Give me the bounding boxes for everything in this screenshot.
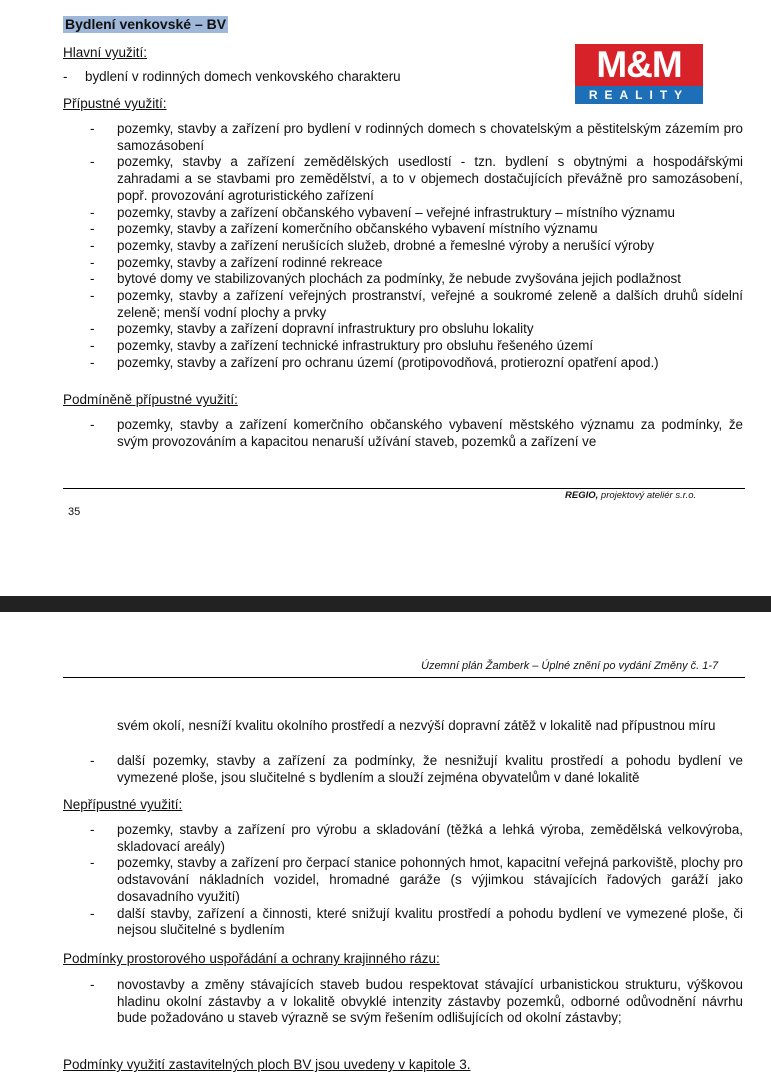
list-item: - další pozemky, stavby a zařízení za podmínky, že nesnižují kvalitu prostředí a pohodu bydlení ve vymezené ploše, jsou slučitelné s bydlením a slouží zejména obyvatelům v dané lokalitě <box>117 753 743 786</box>
list-item: - bydlení v rodinných domech venkovského charakteru <box>85 69 485 86</box>
pripustne-vyuziti-list <box>117 121 743 372</box>
list-item: - pozemky, stavby a zařízení rodinné rekreace <box>117 255 743 272</box>
podminene-continued-list <box>117 753 743 786</box>
page-separator <box>0 596 771 612</box>
podminene-vyuziti-list <box>117 417 743 450</box>
page-header: Územní plán Žamberk – Úplné znění po vydání Změny č. 1-7 <box>421 660 719 672</box>
header-rule <box>63 677 745 678</box>
section-heading: Bydlení venkovské – BV <box>65 16 227 32</box>
nepripustne-vyuziti-list <box>117 822 743 939</box>
mm-reality-logo <box>575 44 703 104</box>
footer-company <box>565 490 696 501</box>
list-item: - pozemky, stavby a zařízení komerčního občanského vybavení městského významu za podmínky, že svým provozováním a kapacitou nenaruší užívání staveb, pozemků a zařízení ve <box>117 417 743 450</box>
list-item: - další stavby, zařízení a činnosti, které snižují kvalitu prostředí a pohodu bydlení ve vymezené ploše, či nejsou slučitelné s bydlením <box>117 906 743 939</box>
page-number: 35 <box>68 506 81 518</box>
company-name: REGIO, <box>565 490 599 501</box>
logo-mark: M&M <box>575 44 703 86</box>
final-note: Podmínky využití zastavitelných ploch BV jsou uvedeny v kapitole 3. <box>63 1057 471 1072</box>
prostorove-podminky-label: Podmínky prostorového uspořádání a ochrany krajinného rázu: <box>63 951 440 966</box>
podminene-vyuziti-label: Podmíněně přípustné využití: <box>63 392 238 407</box>
logo-text: REALITY <box>575 86 703 104</box>
list-item: - pozemky, stavby a zařízení občanského vybavení – veřejné infrastruktury – místního významu <box>117 205 743 222</box>
list-item: - pozemky, stavby a zařízení nerušících služeb, drobné a řemeslné výroby a nerušící výroby <box>117 238 743 255</box>
continued-paragraph: svém okolí, nesníží kvalitu okolního prostředí a nezvýší dopravní zátěž v lokalitě nad přípustnou míru <box>117 718 716 733</box>
nepripustne-vyuziti-label: Nepřípustné využití: <box>63 797 183 812</box>
hlavni-vyuziti-label: Hlavní využití: <box>63 45 148 60</box>
prostorove-podminky-list <box>117 977 743 1027</box>
list-item: - pozemky, stavby a zařízení pro ochranu území (protipovodňová, protierozní opatření apod.) <box>117 355 743 372</box>
list-item: - pozemky, stavby a zařízení dopravní infrastruktury pro obsluhu lokality <box>117 321 743 338</box>
company-rest: projektový ateliér s.r.o. <box>598 490 697 501</box>
list-item: - pozemky, stavby a zařízení pro bydlení v rodinných domech s chovatelským a pěstitelským zázemím pro samozásobení <box>117 121 743 154</box>
list-item: - pozemky, stavby a zařízení komerčního občanského vybavení místního významu <box>117 221 743 238</box>
list-item: - pozemky, stavby a zařízení pro čerpací stanice pohonných hmot, kapacitní veřejná parkoviště, plochy pro odstavování nákladních vozidel, hromadné garáže (s výjimkou stávajících řadových garáží jako dosavadního využití) <box>117 855 743 905</box>
footer-rule <box>63 488 745 489</box>
list-item: - pozemky, stavby a zařízení zemědělských usedlostí - tzn. bydlení s obytnými a hospodářskými zahradami a se stavbami pro zemědělství, a to v objemech dostačujících převážně pro samozásobení, popř. provozování agroturistického zařízení <box>117 154 743 204</box>
hlavni-vyuziti-list <box>85 69 485 86</box>
list-item: - novostavby a změny stávajících staveb budou respektovat stávající urbanistickou strukturu, výškovou hladinu okolní zástavby a v lokalitě obvyklé intenzity zástavby pozemků, odborné odůvodnění návrhu bude požadováno u staveb výrazně se svým řešením odlišujících od okolní zástavby; <box>117 977 743 1027</box>
list-item: - pozemky, stavby a zařízení technické infrastruktury pro obsluhu řešeného území <box>117 338 743 355</box>
pripustne-vyuziti-label: Přípustné využití: <box>63 96 167 111</box>
page-gap <box>0 529 771 596</box>
list-item: - bytové domy ve stabilizovaných plochách za podmínky, že nebude zvyšována jejich podlažnost <box>117 271 743 288</box>
list-item: - pozemky, stavby a zařízení pro výrobu a skladování (těžká a lehká výroba, zemědělská velkovýroba, skladovací areály) <box>117 822 743 855</box>
list-item: - pozemky, stavby a zařízení veřejných prostranství, veřejné a soukromé zeleně a dalších druhů sídelní zeleně; menší vodní plochy a prvky <box>117 288 743 321</box>
